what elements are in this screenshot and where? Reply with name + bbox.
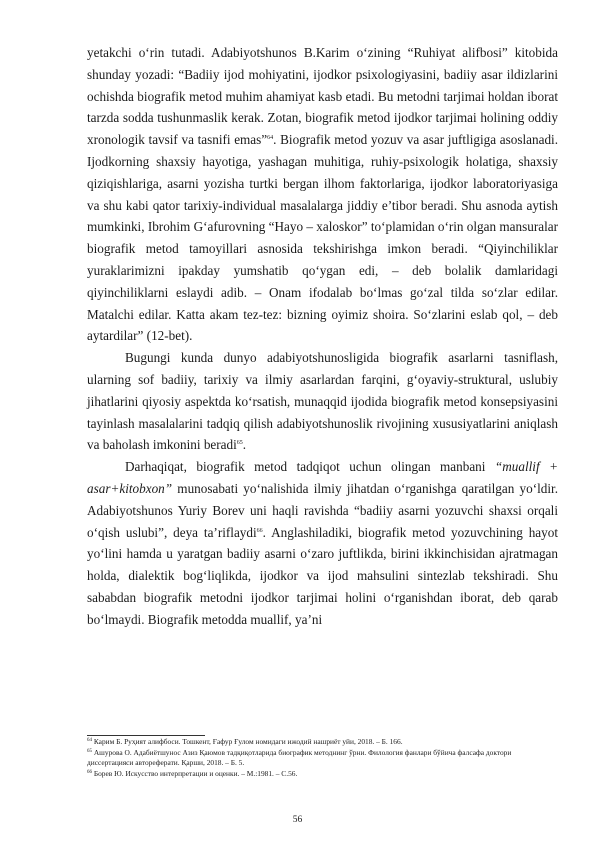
- paragraph-3-text-cont: munosabati yo‘nalishida ilmiy jihatdan o‘rganishga qaratilgan yo‘ldir. Adabiyotshunos Yuriy Borev uni haqli ravishda “badiiy asarni yozuvchi shaxsi orqali o‘qish uslubi”, deya ta’riflaydi: [87, 480, 558, 540]
- footnote-ref-64[interactable]: 64: [267, 135, 274, 142]
- footnote-number: 65: [87, 748, 92, 754]
- main-text: [87, 42, 558, 631]
- footnote-text: Борев Ю. Искусство интерпретации и оценки. – М.:1981. – С.56.: [92, 768, 298, 778]
- paragraph-3: [87, 456, 558, 630]
- footnote-separator: [87, 735, 205, 736]
- paragraph-1-text: yetakchi o‘rin tutadi. Adabiyotshunos B.Karim o‘zining “Ruhiyat alifbosi” kitobida shunday yozadi: “Badiiy ijod mohiyatini, ijodkor psixologiyasini, badiiy asar ildizlarini ochishda biografik metod muhim ahamiyat kasb etadi. Bu metodni tarjimai holdan iborat tarzda sodda tushunmaslik kerak. Zotan, biografik metod ijodkor tarjimai holining oddiy xronologik tavsif va tasnifi emas”: [87, 45, 558, 148]
- footnote-ref-65[interactable]: 65: [236, 440, 243, 447]
- footnote-ref-66[interactable]: 66: [256, 527, 263, 534]
- paragraph-1-text-cont: . Biografik metod yozuv va asar juftligiga asoslanadi. Ijodkorning shaxsiy hayotiga, yashagan muhitiga, ruhiy-psixologik holatiga, shaxsiy qiziqishlariga, asarni yozisha turtki bergan ilhom faktorlariga, ijodkor laboratoriyasiga va shu kabi qator tarixiy-individual masalalarga jiddiy e’tibor beradi. Shu asnoda aytish mumkinki, Ibrohim G‘afurovning “Hayo – xaloskor” to‘plamidan o‘rin olgan mansuralar biografik metod tamoyillari asnosida tekshirishga imkon beradi. “Qiyinchiliklar yuraklarimizni ipakday yumshatib qo‘ygan edi, – deb bolalik damlaridagi qiyinchiliklarni eslaydi adib. – Onam ifodalab bo‘lmas go‘zal tilda so‘zlar edilar. Matalchi edilar. Katta akam tez-tez: bizning oyimiz shoira. So‘zlarini eslab qol, – deb aytardilar” (12-bet).: [87, 132, 559, 344]
- paragraph-3-text: Darhaqiqat, biografik metod tadqiqot uchun olingan manbani: [125, 459, 495, 475]
- footnote-number: 64: [87, 738, 92, 743]
- footnote-64: [87, 737, 558, 748]
- footnote-number: 66: [87, 769, 92, 775]
- paragraph-3-italic: “muallif + asar+kitobxon”: [87, 459, 558, 496]
- paragraph-1: [87, 42, 558, 347]
- paragraph-2-end: .: [242, 437, 247, 453]
- footnote-text: Ашурова О. Адабиётшунос Азиз Қаюмов тадқиқотларида биографик методнинг ўрни. Филология фанлари бўйича фалсафа доктори диссертацияси автореферати. Қарши, 2018. – Б. 5.: [87, 747, 512, 768]
- footnote-65: [87, 748, 558, 769]
- paragraph-3-text-end: . Anglashiladiki, biografik metod yozuvchining hayot yo‘lini hamda u yaratgan badiiy asarni o‘zaro juftlikda, birini ikkinchisidan ajratmagan holda, dialektik bog‘liqlikda, ijodkor va ijod mahsulini sintezlab tekshiradi. Shu sababdan biografik metodni ijodkor tarjimai holini o‘rganishdan iborat, deb qarab bo‘lmaydi. Biografik metodda muallif, ya’ni: [87, 524, 558, 627]
- paragraph-2-text: Bugungi kunda dunyo adabiyotshunosligida biografik asarlarni tasniflash, ularning sof badiiy, tarixiy va ilmiy asarlardan farqini, g‘oyaviy-struktural, uslubiy jihatlarini qiyosiy aspektda ko‘rsatish, munaqqid ijodida biografik metod konsepsiyasini tayinlash masalalarini tadqiq qilish adabiyotshunoslik rivojining xususiyatlarini aniqlash va baholash imkonini beradi: [87, 350, 558, 453]
- page-number: 56: [292, 815, 303, 825]
- footnote-66: [87, 769, 558, 780]
- paragraph-2: [87, 347, 558, 456]
- footnotes: [87, 737, 558, 779]
- footnote-text: Карим Б. Руҳият алифбоси. Тошкент, Ғафур Ғулом номидаги ижодий нашриёт уйи, 2018. – Б. 166.: [92, 737, 403, 746]
